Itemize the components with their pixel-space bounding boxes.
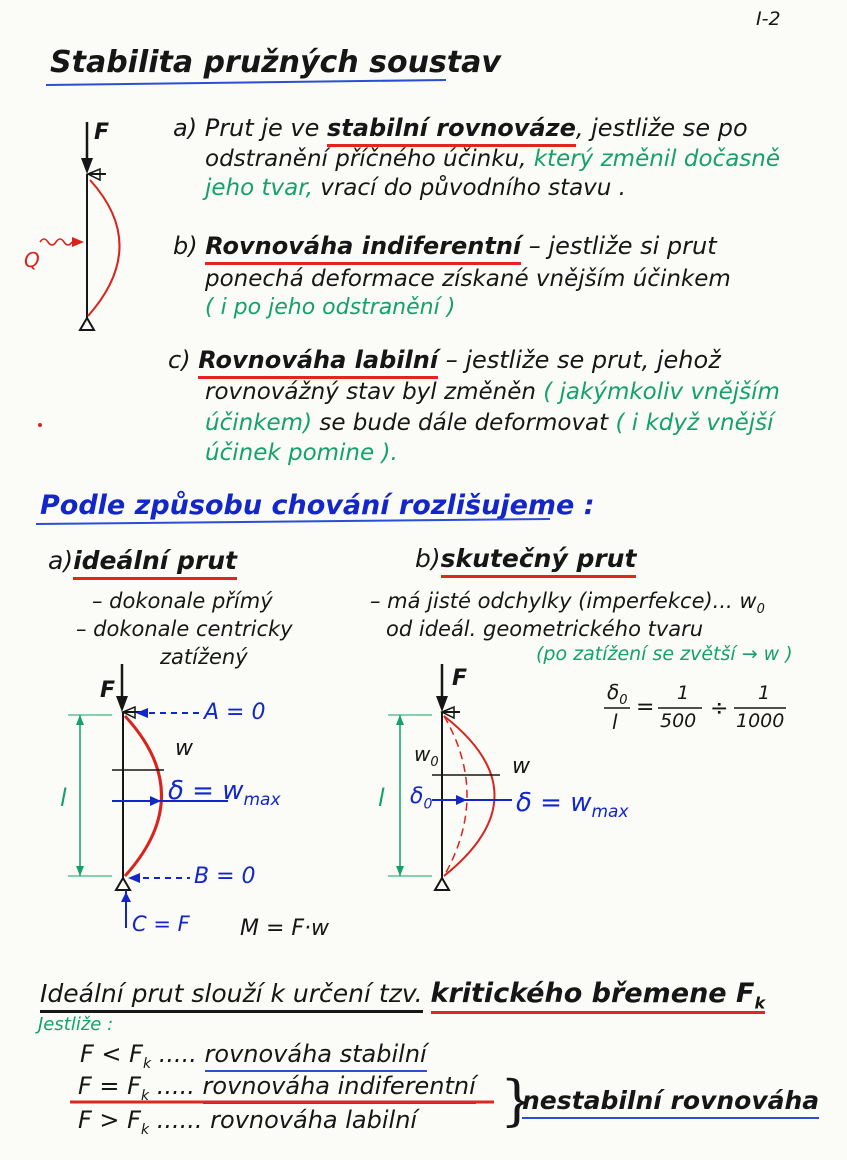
- moment-equation: M = F·w: [240, 916, 330, 941]
- ideal-delta-sub: max: [243, 790, 281, 811]
- real-letter: b): [415, 544, 441, 573]
- stable-equilibrium-term: stabilní rovnováze: [327, 114, 576, 147]
- bottom-intro: Ideální prut slouží k určení tzv.: [40, 979, 423, 1013]
- real-desc-3: (po zatížení se zvětší → w ): [536, 643, 793, 665]
- r3-lhs: F > F: [78, 1106, 141, 1134]
- r2-sub: k: [140, 1087, 150, 1104]
- real-w-label: w: [512, 754, 530, 779]
- ideal-desc-3: zatížený: [160, 645, 248, 669]
- ratio-numerator-text: δ: [607, 680, 620, 704]
- subheading: Podle způsobu chování rozlišujeme :: [40, 490, 595, 521]
- section-a-pre: Prut je ve: [204, 114, 320, 142]
- real-length-label: l: [378, 784, 385, 812]
- critical-load-text: kritického břemene F: [430, 978, 755, 1009]
- section-c-l2-black: rovnovážný stav byl změněn: [205, 379, 536, 405]
- page-title-text: Stabilita pružných soustav: [50, 45, 501, 80]
- section-b-line2: ponechá deformace získané vnějším účinkem: [205, 266, 731, 292]
- ideal-delta-text: δ = w: [168, 776, 244, 806]
- section-a-l3-black: vrací do původního stavu .: [320, 175, 626, 201]
- ideal-desc-2: – dokonale centricky: [76, 617, 293, 641]
- r3-sub: k: [140, 1121, 150, 1138]
- real-force-label: F: [452, 666, 468, 691]
- section-c-l3-black: se bude dále deformovat: [319, 410, 609, 436]
- r1-text: rovnováha stabilní: [205, 1040, 427, 1072]
- ideal-title: ideální prut: [73, 546, 237, 580]
- ideal-letter: a): [48, 546, 74, 575]
- section-c-line4: účinek pomine ).: [205, 440, 398, 466]
- ideal-w-label: w: [175, 736, 193, 761]
- section-b-post: – jestliže si prut: [528, 232, 717, 260]
- section-c-letter: c): [168, 346, 191, 374]
- ratio-denominator: l: [612, 710, 618, 734]
- real-delta0-sub: 0: [423, 796, 433, 813]
- section-c-post: – jestliže se prut, jehož: [445, 346, 721, 374]
- ideal-length-label: l: [60, 784, 67, 812]
- real-w0-text: w: [414, 742, 431, 766]
- r2-lhs: F = F: [78, 1072, 141, 1100]
- unstable-equilibrium-text: nestabilní rovnováha: [522, 1086, 819, 1119]
- real-delta-sub: max: [591, 802, 629, 823]
- section-c-l3-green2: ( i když vnější: [615, 410, 774, 436]
- frac2-denominator: 1000: [736, 710, 785, 732]
- ratio-divide: ÷: [710, 696, 729, 721]
- r1-dots: .....: [158, 1040, 197, 1068]
- real-delta-text: δ = w: [516, 788, 592, 818]
- ideal-a0-label: A = 0: [204, 700, 266, 725]
- section-c-l2-green: ( jakýmkoliv vnějším: [543, 379, 780, 405]
- r2-dots: .....: [156, 1072, 195, 1100]
- indifferent-equilibrium-term: Rovnováha indiferentní: [205, 232, 521, 265]
- real-desc-1-text: – má jisté odchylky (imperfekce)... w: [370, 589, 757, 613]
- r1-lhs: F < F: [80, 1040, 143, 1068]
- section-a-letter: a): [173, 114, 198, 142]
- ideal-force-label: F: [100, 678, 116, 703]
- condition-brace: }: [500, 1069, 535, 1132]
- r1-sub: k: [142, 1055, 152, 1072]
- page-number: I-2: [756, 8, 781, 30]
- top-force-label: F: [94, 120, 110, 145]
- frac1-numerator: 1: [677, 682, 690, 704]
- section-a-post: , jestliže se po: [575, 114, 748, 142]
- section-a-l3-green: jeho tvar,: [205, 175, 313, 201]
- real-title: skutečný prut: [441, 544, 637, 578]
- real-w0-sub: 0: [430, 755, 439, 770]
- section-b-line3: ( i po jeho odstranění ): [205, 295, 456, 320]
- unstable-equilibrium-label: [522, 1088, 819, 1113]
- ideal-desc-1: – dokonale přímý: [92, 589, 273, 613]
- real-desc-2: od ideál. geometrického tvaru: [386, 617, 704, 641]
- real-desc-1-sub: 0: [756, 602, 765, 618]
- section-a-l2-green: který změnil dočasně: [533, 146, 781, 172]
- real-delta0-text: δ: [410, 784, 424, 809]
- r2-text: rovnováha indiferentní: [203, 1072, 476, 1104]
- critical-load-sub: k: [754, 993, 766, 1013]
- ideal-c-label: C = F: [132, 912, 190, 936]
- r3-dots: ......: [156, 1106, 203, 1134]
- frac2-numerator: 1: [758, 682, 771, 704]
- section-b-letter: b): [173, 232, 198, 260]
- section-a-l2-black: odstranění příčného účinku,: [205, 146, 527, 172]
- top-q-label: Q: [24, 248, 40, 272]
- ideal-b0-label: B = 0: [194, 864, 256, 889]
- ratio-numerator-sub: 0: [619, 693, 628, 708]
- frac1-denominator: 500: [660, 710, 697, 732]
- labile-equilibrium-term: Rovnováha labilní: [198, 346, 438, 379]
- section-c-l3-green: účinkem): [205, 410, 313, 436]
- r3-text: rovnováha labilní: [210, 1106, 418, 1134]
- if-label: Jestliže :: [38, 1014, 114, 1035]
- ratio-equals: =: [636, 695, 655, 720]
